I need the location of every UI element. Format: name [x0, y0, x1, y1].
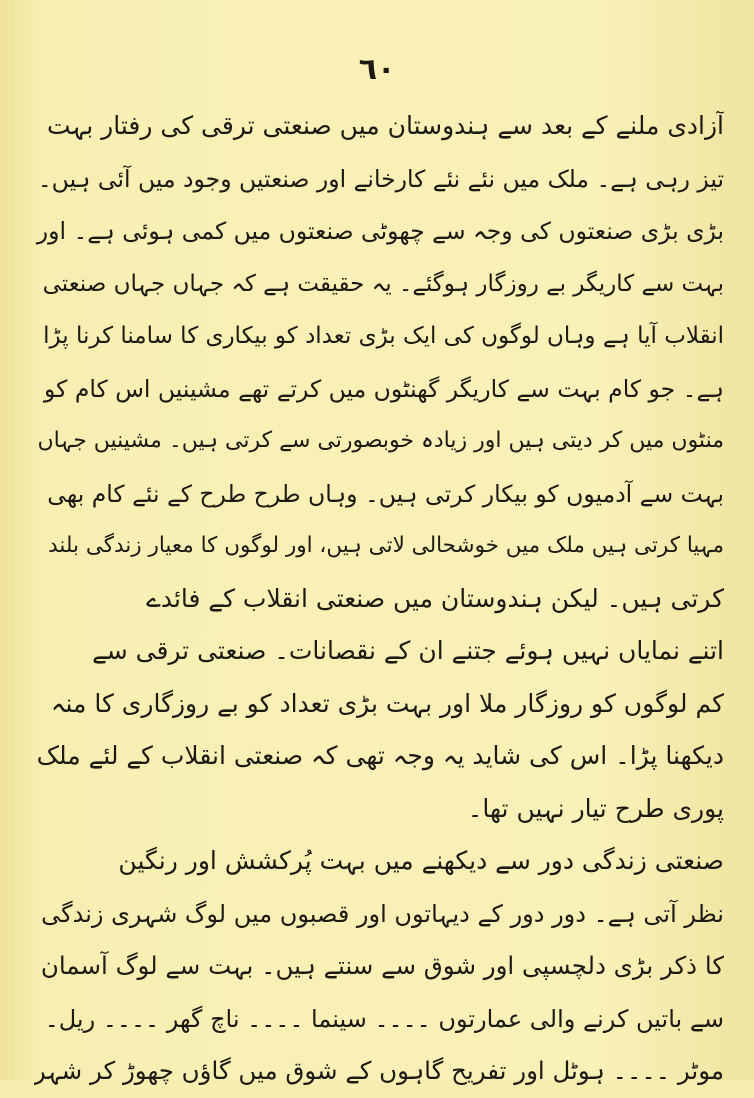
text-line: بہت سے آدمیوں کو بیکار کرتی ہیں۔ وہاں طرح طرح کے نئے کام بھی	[47, 479, 724, 508]
text-line: آزادی ملنے کے بعد سے ہندوستان میں صنعتی ترقی کی رفتار بہت	[47, 111, 724, 140]
text-line: موٹر ۔۔۔۔ ہوٹل اور تفریح گاہوں کے شوق میں گاؤں چھوڑ کر شہر	[34, 1056, 724, 1085]
text-line: منٹوں میں کر دیتی ہیں اور زیادہ خوبصورتی سے کرتی ہیں۔ مشینیں جہاں	[37, 428, 724, 453]
text-line: کا ذکر بڑی دلچسپی اور شوق سے سنتے ہیں۔ بہت سے لوگ آسمان	[40, 951, 724, 980]
text-line: سے باتیں کرنے والی عمارتوں ۔۔۔۔ سینما ۔۔۔۔ ناچ گھر ۔۔۔۔ ریل۔	[44, 1004, 724, 1033]
text-line: اتنے نمایاں نہیں ہوئے جتنے ان کے نقصانات۔ صنعتی ترقی سے	[92, 636, 724, 665]
text-line: دیکھنا پڑا۔ اس کی شاید یہ وجہ تھی کہ صنعتی انقلاب کے لئے ملک	[36, 741, 724, 770]
text-line: تیز رہی ہے۔ ملک میں نئے نئے کارخانے اور صنعتیں وجود میں آئی ہیں۔	[37, 164, 724, 193]
body-text	[34, 100, 724, 1098]
text-line: بڑی بڑی صنعتوں کی وجہ سے چھوٹی صنعتوں میں کمی ہوئی ہے۔ اور	[36, 217, 724, 245]
page-number: ٦٠	[358, 52, 396, 87]
text-line: کم لوگوں کو روزگار ملا اور بہت بڑی تعداد کو بے روزگاری کا منہ	[50, 688, 724, 718]
text-line: پوری طرح تیار نہیں تھا۔	[467, 793, 724, 823]
text-line: صنعتی زندگی دور سے دیکھنے میں بہت پُرکشش اور رنگین	[118, 846, 724, 875]
text-line: نظر آتی ہے۔ دور دور کے دیہاتوں اور قصبوں میں لوگ شہری زندگی	[41, 899, 724, 928]
text-line: بہت سے کاریگر بے روزگار ہوگئے۔ یہ حقیقت ہے کہ جہاں جہاں صنعتی	[42, 270, 724, 297]
text-line: انقلاب آیا ہے وہاں لوگوں کی ایک بڑی تعداد کو بیکاری کا سامنا کرنا پڑا	[43, 323, 724, 349]
text-line: ہے۔ جو کام بہت سے کاریگر گھنٹوں میں کرتے تھے مشینیں اس کام کو	[44, 374, 724, 403]
text-line: کرتی ہیں۔ لیکن ہندوستان میں صنعتی انقلاب کے فائدے	[146, 583, 724, 613]
text-line: مہیا کرتی ہیں ملک میں خوشحالی لاتی ہیں، اور لوگوں کا معیار زندگی بلند	[48, 533, 724, 558]
